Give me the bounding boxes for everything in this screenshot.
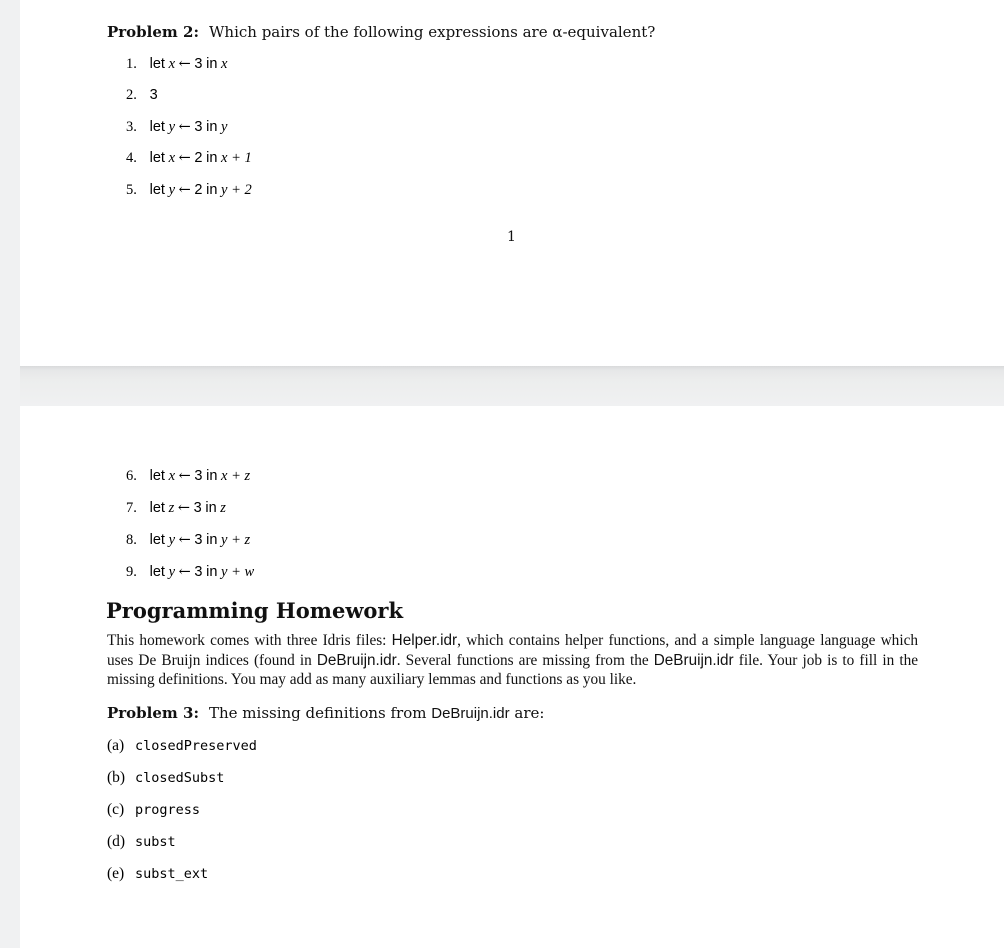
item-label: (b) [107, 769, 126, 786]
expression-item-7 [126, 499, 226, 517]
body-expression: 3 [149, 87, 158, 103]
item-label: (c) [107, 801, 125, 818]
item-label: (d) [107, 833, 126, 850]
keyword-let: let [149, 564, 165, 580]
assign-arrow: ← [178, 182, 191, 198]
file-name-helper: Helper.idr [391, 632, 458, 649]
intro-text: This homework comes with three Idris files: [107, 632, 392, 649]
bound-value: 3 [194, 532, 203, 548]
intro-text: . Several functions are missing from the [396, 651, 654, 669]
expression-item-6 [126, 467, 250, 485]
body-expression: x [221, 56, 228, 72]
definition-item-d [107, 833, 176, 851]
definition-item-a [107, 737, 257, 755]
bound-value: 3 [194, 564, 203, 580]
assign-arrow: ← [178, 56, 191, 72]
intro-paragraph [107, 631, 918, 690]
problem-2-label: Problem 2: [107, 23, 199, 41]
bound-variable: x [168, 56, 176, 72]
intro-text: , which contains helper functions, and a simple language language which uses De Bruijn indices (found in [107, 632, 919, 669]
bound-value: 3 [194, 56, 203, 72]
file-name-debruijn: DeBruijn.idr [431, 705, 510, 722]
keyword-let: let [149, 182, 165, 198]
body-expression: y + 2 [221, 182, 252, 198]
expression-item-1 [126, 55, 227, 73]
assign-arrow: ← [178, 564, 191, 580]
keyword-in: in [206, 468, 218, 484]
page-separator [20, 366, 1004, 406]
assign-arrow: ← [178, 532, 191, 548]
item-number: 2. [126, 87, 137, 103]
definition-item-b [107, 769, 224, 787]
definition-name: progress [135, 802, 201, 818]
bound-variable: y [168, 182, 176, 198]
keyword-let: let [149, 532, 165, 548]
bound-variable: x [168, 150, 176, 166]
bound-variable: y [168, 119, 176, 135]
problem-3-text: are: [509, 704, 545, 722]
section-title: Programming Homework [106, 598, 404, 623]
file-name-debruijn: DeBruijn.idr [653, 651, 734, 669]
definition-item-c [107, 801, 200, 819]
problem-3-label: Problem 3: [107, 704, 199, 722]
bound-variable: y [168, 532, 176, 548]
keyword-in: in [206, 119, 218, 135]
item-label: (a) [107, 737, 125, 754]
expression-item-3 [126, 118, 227, 136]
keyword-in: in [206, 182, 218, 198]
definition-name: subst_ext [135, 866, 209, 882]
page-number: 1 [507, 229, 516, 245]
definition-name: closedPreserved [135, 738, 257, 754]
intro-text: file. Your job is to fill in the missing definitions. You may add as many auxiliary lemmas and functions as you like. [107, 651, 919, 688]
item-number: 6. [126, 468, 137, 484]
assign-arrow: ← [177, 500, 191, 516]
item-number: 4. [126, 150, 137, 166]
body-expression: y + w [221, 564, 255, 580]
bound-value: 3 [193, 500, 202, 516]
file-name-debruijn: DeBruijn.idr [316, 651, 397, 669]
keyword-in: in [205, 500, 217, 516]
assign-arrow: ← [178, 150, 191, 166]
problem-3-heading [107, 704, 544, 722]
body-expression: z [220, 500, 226, 516]
bound-value: 2 [194, 150, 203, 166]
expression-item-8 [126, 531, 250, 549]
definition-name: closedSubst [135, 770, 225, 786]
problem-2-heading [107, 23, 655, 41]
body-expression: y + z [221, 532, 251, 548]
expression-item-4 [126, 149, 252, 167]
bound-variable: x [168, 468, 176, 484]
item-number: 7. [126, 500, 137, 516]
body-expression: x + z [221, 468, 251, 484]
definition-name: subst [135, 834, 176, 850]
bound-variable: y [168, 564, 176, 580]
problem-2-question: Which pairs of the following expressions are α-equivalent? [209, 23, 656, 41]
item-number: 3. [126, 119, 137, 135]
body-expression: y [221, 119, 228, 135]
assign-arrow: ← [178, 468, 191, 484]
keyword-in: in [206, 150, 218, 166]
keyword-let: let [149, 468, 165, 484]
problem-3-text: The missing definitions from [209, 704, 432, 722]
expression-item-5 [126, 181, 252, 199]
body-expression: x + 1 [221, 150, 252, 166]
keyword-in: in [206, 56, 218, 72]
keyword-let: let [149, 119, 165, 135]
item-number: 9. [126, 564, 137, 580]
item-label: (e) [107, 865, 125, 882]
keyword-in: in [206, 564, 218, 580]
item-number: 8. [126, 532, 137, 548]
bound-value: 2 [194, 182, 203, 198]
keyword-let: let [149, 500, 165, 516]
definition-item-e [107, 865, 208, 883]
keyword-in: in [206, 532, 218, 548]
assign-arrow: ← [178, 119, 191, 135]
expression-item-2 [126, 86, 158, 104]
item-number: 1. [126, 56, 137, 72]
item-number: 5. [126, 182, 137, 198]
bound-value: 3 [194, 468, 203, 484]
keyword-let: let [149, 56, 165, 72]
keyword-let: let [149, 150, 165, 166]
expression-item-9 [126, 563, 254, 581]
bound-variable: z [168, 500, 175, 516]
bound-value: 3 [194, 119, 203, 135]
